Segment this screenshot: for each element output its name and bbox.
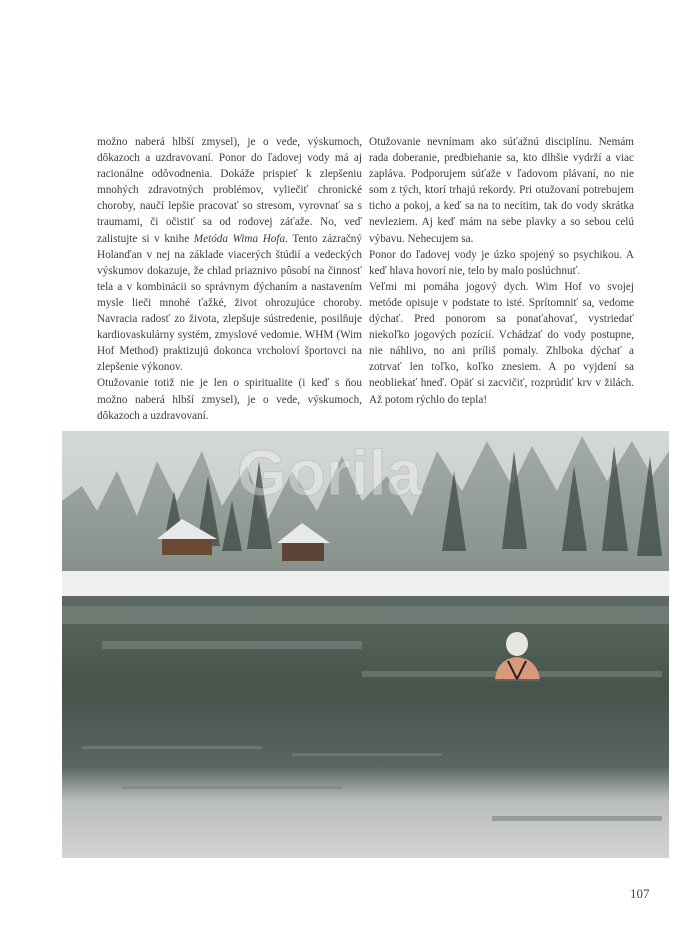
watermark: Gorila bbox=[237, 437, 422, 509]
page-number: 107 bbox=[630, 886, 650, 901]
paragraph: Otužovanie nevnímam ako súťažnú disciplínu. Nemám rada doberanie, predbiehanie sa, kto dlhšie vydrží a viac zapláva. Podporujem súťaže v ľadovom plávaní, no nie som z tých, ktorí trhajú rekordy. Pri otužovaní potrebujem ticho a pokoj, a keď sa na to necítim, tak do vody skrátka nevleziem. Aj keď mám na sebe plavky a so sebou celú výbavu. Nehecujem sa. bbox=[369, 136, 634, 245]
paragraph: Otužovanie totiž nie je len o spiritualite (i keď s ňou možno naberá hlbší zmysel), je o vede, výskumoch, dôkazoch a uzdravovaní. bbox=[97, 377, 362, 422]
text-column-left bbox=[97, 134, 362, 424]
winter-lake-photo bbox=[62, 431, 669, 858]
paragraph-text: . Tento zázračný Holanďan v nej na základe viacerých štúdií a vedeckých výskumov dokazuje, že chlad priaznivo pôsobí na činnosť tela a v kombinácii so správnym dýchaním a nastavením mysle lieči mnohé ťažké, život ohrozujúce choroby. Navracia radosť zo života, zlepšuje sústredenie, posilňuje kardiovaskulárny systém, zmyslové vedomie. WHM (Wim Hof Method) praktizujú dokonca vrcholoví športovci na zlepšenie výkonov. bbox=[97, 232, 362, 374]
paragraph: Ponor do ľadovej vody je úzko spojený so psychikou. A keď hlava hovorí nie, telo by malo poslúchnuť. bbox=[369, 248, 634, 277]
paragraph bbox=[97, 134, 362, 375]
paragraph: Veľmi mi pomáha jogový dych. Wim Hof vo svojej metóde opisuje v podstate to isté. Sprítomniť sa, vedome dýchať. Pred ponorom sa ponaťahovať, vystriedať niekoľko jogových pozícií. Vchádzať do vody postupne, nie náhlivo, no ani príliš pomaly. Zhlboka dýchať a zotrvať len toľko, koľko znesiem. A po vyjdení sa neobliekať hneď. Opäť si zacvičiť, rozprúdiť krv v žilách. Až potom rýchlo do tepla! bbox=[369, 280, 634, 406]
paragraph-text: možno naberá hlbší zmysel), je o vede, výskumoch, dôkazoch a uzdravovaní. Ponor do ľadovej vody má aj racionálne odôvodnenia. Dokáže prispieť k zlepšeniu mnohých zdravotných problémov, vyliečiť chronické choroby, naučí lepšie pracovať so stresom, vyrovnať sa s traumami, či očistiť sa od rodovej záťaže. No, veď zalistujte si v knihe bbox=[97, 136, 362, 245]
book-title: Metóda Wima Hofa bbox=[193, 232, 286, 245]
text-column-right bbox=[369, 134, 634, 408]
